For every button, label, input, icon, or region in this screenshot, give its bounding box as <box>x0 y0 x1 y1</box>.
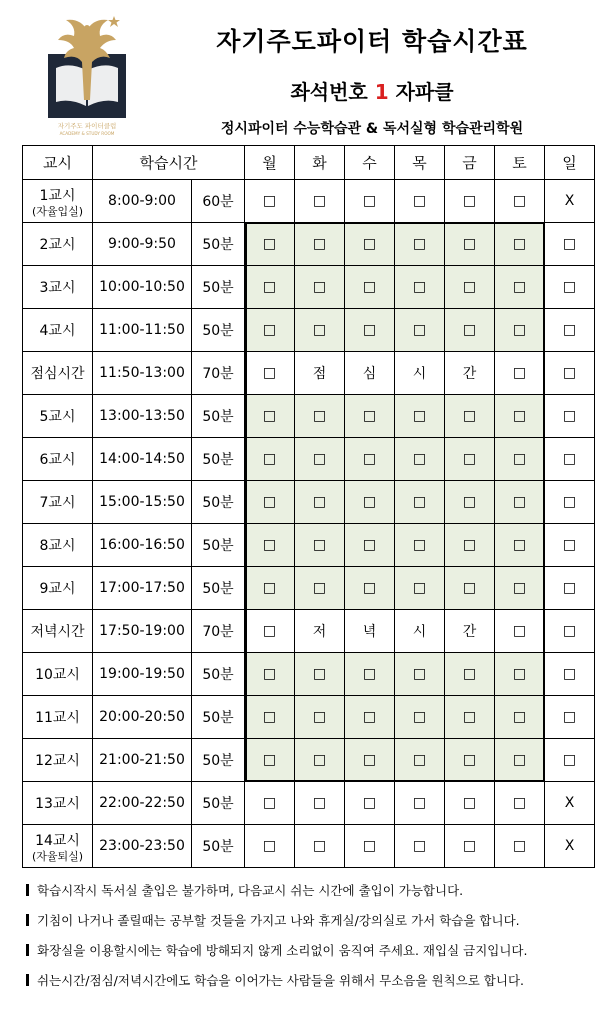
day-check-cell: 간 <box>445 352 495 395</box>
table-row <box>23 696 595 739</box>
day-check-cell[interactable]: □ <box>545 266 595 309</box>
period-cell <box>23 567 93 610</box>
bullet-bar-icon <box>26 974 29 986</box>
table-row <box>23 481 595 524</box>
period-cell <box>23 309 93 352</box>
schedule-table <box>22 145 595 868</box>
day-check-cell[interactable]: □ <box>245 352 295 395</box>
logo-text: 자기주도 파이터클럽 <box>57 122 117 130</box>
day-check-cell[interactable]: □ <box>245 180 295 223</box>
duration-cell: 50분 <box>192 266 245 309</box>
day-check-cell[interactable]: □ <box>345 782 395 825</box>
day-check-cell: X <box>545 180 595 223</box>
time-range-cell: 17:00-17:50 <box>93 567 192 610</box>
day-header-mon: 월 <box>245 146 295 180</box>
day-check-cell[interactable]: □ <box>345 309 395 352</box>
day-check-cell[interactable]: □ <box>245 610 295 653</box>
day-check-cell[interactable]: □ <box>395 782 445 825</box>
seat-prefix: 좌석번호 <box>290 80 368 104</box>
day-check-cell[interactable]: □ <box>345 567 395 610</box>
duration-cell: 50분 <box>192 481 245 524</box>
day-check-cell[interactable]: □ <box>295 438 345 481</box>
period-cell <box>23 653 93 696</box>
period-cell <box>23 610 93 653</box>
bullet-bar-icon <box>26 884 29 896</box>
day-header-fri: 금 <box>445 146 495 180</box>
table-row <box>23 352 595 395</box>
day-check-cell[interactable]: □ <box>245 266 295 309</box>
day-check-cell[interactable]: □ <box>395 180 445 223</box>
time-range-cell: 23:00-23:50 <box>93 825 192 868</box>
day-check-cell[interactable]: □ <box>495 266 545 309</box>
day-check-cell: X <box>545 825 595 868</box>
time-range-cell: 11:00-11:50 <box>93 309 192 352</box>
day-check-cell[interactable]: □ <box>545 352 595 395</box>
day-check-cell: 간 <box>445 610 495 653</box>
day-header-wed: 수 <box>345 146 395 180</box>
table-row <box>23 610 595 653</box>
day-check-cell[interactable]: □ <box>245 223 295 266</box>
period-header: 교시 <box>23 146 93 180</box>
note-text: 화장실을 이용할시에는 학습에 방해되지 않게 소리없이 움직여 주세요. 재입실 금지입니다. <box>37 943 528 958</box>
time-range-cell: 17:50-19:00 <box>93 610 192 653</box>
period-cell <box>23 223 93 266</box>
day-check-cell[interactable]: □ <box>545 481 595 524</box>
day-check-cell[interactable]: □ <box>295 481 345 524</box>
day-check-cell[interactable]: □ <box>245 782 295 825</box>
day-header-sat: 토 <box>495 146 545 180</box>
period-cell <box>23 266 93 309</box>
day-check-cell[interactable]: □ <box>395 438 445 481</box>
day-check-cell[interactable]: □ <box>445 739 495 782</box>
period-cell <box>23 180 93 223</box>
day-check-cell[interactable]: □ <box>495 567 545 610</box>
duration-cell: 50분 <box>192 438 245 481</box>
day-check-cell[interactable]: □ <box>545 653 595 696</box>
day-check-cell[interactable]: □ <box>295 309 345 352</box>
day-check-cell[interactable]: □ <box>445 782 495 825</box>
day-check-cell[interactable]: □ <box>545 524 595 567</box>
duration-cell: 50분 <box>192 696 245 739</box>
day-check-cell[interactable]: □ <box>545 309 595 352</box>
day-check-cell[interactable]: □ <box>445 524 495 567</box>
period-cell <box>23 481 93 524</box>
duration-cell: 50분 <box>192 739 245 782</box>
period-label: 10교시 <box>35 667 80 683</box>
day-check-cell[interactable]: □ <box>395 739 445 782</box>
day-check-cell: 점 <box>295 352 345 395</box>
period-cell <box>23 395 93 438</box>
day-check-cell[interactable]: □ <box>395 524 445 567</box>
day-check-cell[interactable]: □ <box>245 438 295 481</box>
period-label: 13교시 <box>35 796 80 812</box>
day-check-cell[interactable]: □ <box>295 266 345 309</box>
day-check-cell[interactable]: □ <box>345 438 395 481</box>
duration-cell: 50분 <box>192 567 245 610</box>
period-label: 8교시 <box>39 538 76 554</box>
day-check-cell[interactable]: □ <box>445 223 495 266</box>
day-check-cell[interactable]: □ <box>545 739 595 782</box>
day-check-cell[interactable]: □ <box>395 223 445 266</box>
note-text: 쉬는시간/점심/저녁시간에도 학습을 이어가는 사람들을 위해서 무소음을 원칙으로 합니다. <box>37 973 524 988</box>
table-row <box>23 782 595 825</box>
day-header-sun: 일 <box>545 146 595 180</box>
day-check-cell[interactable]: □ <box>495 653 545 696</box>
period-label: 9교시 <box>39 581 76 597</box>
day-check-cell[interactable]: □ <box>245 696 295 739</box>
day-check-cell[interactable]: □ <box>245 481 295 524</box>
day-check-cell[interactable]: □ <box>445 180 495 223</box>
day-check-cell: 저 <box>295 610 345 653</box>
period-cell <box>23 696 93 739</box>
day-check-cell[interactable]: □ <box>295 395 345 438</box>
day-check-cell[interactable]: □ <box>495 524 545 567</box>
academy-logo <box>44 10 130 136</box>
day-check-cell[interactable]: □ <box>495 481 545 524</box>
period-label: 14교시 <box>35 832 80 849</box>
page-title: 자기주도파이터 학습시간표 <box>216 27 528 56</box>
day-check-cell[interactable]: □ <box>395 481 445 524</box>
day-check-cell[interactable]: □ <box>495 438 545 481</box>
logo-subtext: ACADEMY & STUDY ROOM <box>59 131 115 136</box>
day-check-cell[interactable]: □ <box>395 309 445 352</box>
time-range-cell: 9:00-9:50 <box>93 223 192 266</box>
day-check-cell[interactable]: □ <box>395 266 445 309</box>
time-range-cell: 10:00-10:50 <box>93 266 192 309</box>
period-label: 저녁시간 <box>30 624 85 640</box>
time-range-cell: 21:00-21:50 <box>93 739 192 782</box>
table-row <box>23 825 595 868</box>
day-check-cell[interactable]: □ <box>445 438 495 481</box>
day-check-cell[interactable]: □ <box>345 481 395 524</box>
notes-list <box>26 880 606 1000</box>
day-check-cell[interactable]: □ <box>295 223 345 266</box>
period-cell <box>23 352 93 395</box>
duration-cell: 50분 <box>192 782 245 825</box>
day-check-cell[interactable]: □ <box>345 524 395 567</box>
day-check-cell[interactable]: □ <box>495 395 545 438</box>
day-check-cell[interactable]: □ <box>445 825 495 868</box>
day-check-cell[interactable]: □ <box>445 481 495 524</box>
day-check-cell[interactable]: □ <box>345 696 395 739</box>
day-check-cell[interactable]: □ <box>545 696 595 739</box>
day-check-cell[interactable]: □ <box>345 825 395 868</box>
day-check-cell[interactable]: □ <box>295 524 345 567</box>
day-check-cell[interactable]: □ <box>345 223 395 266</box>
day-check-cell[interactable]: □ <box>345 739 395 782</box>
day-check-cell[interactable]: □ <box>445 696 495 739</box>
day-check-cell[interactable]: □ <box>395 567 445 610</box>
day-check-cell[interactable]: □ <box>245 739 295 782</box>
time-range-cell: 11:50-13:00 <box>93 352 192 395</box>
period-cell <box>23 782 93 825</box>
time-range-cell: 22:00-22:50 <box>93 782 192 825</box>
day-check-cell[interactable]: □ <box>245 309 295 352</box>
day-check-cell[interactable]: □ <box>295 180 345 223</box>
duration-cell: 50분 <box>192 309 245 352</box>
duration-cell: 50분 <box>192 395 245 438</box>
day-check-cell[interactable]: □ <box>245 395 295 438</box>
period-cell <box>23 438 93 481</box>
table-row <box>23 524 595 567</box>
table-row <box>23 438 595 481</box>
day-check-cell[interactable]: □ <box>495 825 545 868</box>
day-check-cell[interactable]: □ <box>395 825 445 868</box>
note-item <box>26 880 606 910</box>
duration-cell: 50분 <box>192 825 245 868</box>
period-cell <box>23 825 93 868</box>
time-range-cell: 8:00-9:00 <box>93 180 192 223</box>
duration-cell: 70분 <box>192 610 245 653</box>
table-row <box>23 266 595 309</box>
day-check-cell[interactable]: □ <box>495 309 545 352</box>
time-range-cell: 13:00-13:50 <box>93 395 192 438</box>
table-row <box>23 180 595 223</box>
bullet-bar-icon <box>26 914 29 926</box>
note-item <box>26 910 606 940</box>
day-check-cell[interactable]: □ <box>495 696 545 739</box>
day-check-cell[interactable]: □ <box>245 567 295 610</box>
day-check-cell[interactable]: □ <box>245 524 295 567</box>
table-row <box>23 739 595 782</box>
period-label: 7교시 <box>39 495 76 511</box>
period-cell <box>23 524 93 567</box>
day-check-cell[interactable]: □ <box>495 739 545 782</box>
day-check-cell[interactable]: □ <box>295 567 345 610</box>
time-range-cell: 15:00-15:50 <box>93 481 192 524</box>
time-range-cell: 16:00-16:50 <box>93 524 192 567</box>
day-check-cell: 심 <box>345 352 395 395</box>
period-label: 1교시 <box>39 187 76 204</box>
period-label: 11교시 <box>35 710 80 726</box>
day-header-tue: 화 <box>295 146 345 180</box>
day-check-cell: 녁 <box>345 610 395 653</box>
seat-name: 자파클 <box>395 80 454 104</box>
seat-number: 1 <box>374 80 389 104</box>
day-check-cell[interactable]: □ <box>345 653 395 696</box>
header-row <box>23 146 595 180</box>
day-check-cell[interactable]: □ <box>245 653 295 696</box>
period-label: 점심시간 <box>30 366 85 382</box>
day-check-cell[interactable]: □ <box>395 395 445 438</box>
day-check-cell[interactable]: □ <box>445 567 495 610</box>
period-label: 12교시 <box>35 753 80 769</box>
day-check-cell[interactable]: □ <box>395 653 445 696</box>
time-header: 학습시간 <box>93 146 245 180</box>
duration-cell: 70분 <box>192 352 245 395</box>
duration-cell: 50분 <box>192 653 245 696</box>
period-note: (자율입실) <box>31 204 84 218</box>
table-row <box>23 567 595 610</box>
day-check-cell[interactable]: □ <box>545 395 595 438</box>
day-check-cell[interactable]: □ <box>445 395 495 438</box>
duration-cell: 60분 <box>192 180 245 223</box>
day-check-cell[interactable]: □ <box>495 782 545 825</box>
day-check-cell[interactable]: □ <box>445 266 495 309</box>
period-cell <box>23 739 93 782</box>
note-text: 학습시작시 독서실 출입은 불가하며, 다음교시 쉬는 시간에 출입이 가능합니다. <box>37 883 464 898</box>
day-check-cell[interactable]: □ <box>495 352 545 395</box>
day-check-cell[interactable]: □ <box>495 223 545 266</box>
period-label: 2교시 <box>39 237 76 253</box>
day-header-thu: 목 <box>395 146 445 180</box>
day-check-cell[interactable]: □ <box>495 180 545 223</box>
day-check-cell[interactable]: □ <box>495 610 545 653</box>
note-item <box>26 970 606 1000</box>
table-row <box>23 223 595 266</box>
duration-cell: 50분 <box>192 524 245 567</box>
bullet-bar-icon <box>26 944 29 956</box>
day-check-cell: 시 <box>395 352 445 395</box>
day-check-cell[interactable]: □ <box>345 266 395 309</box>
period-label: 5교시 <box>39 409 76 425</box>
time-range-cell: 19:00-19:50 <box>93 653 192 696</box>
day-check-cell[interactable]: □ <box>545 223 595 266</box>
table-row <box>23 309 595 352</box>
day-check-cell[interactable]: □ <box>295 782 345 825</box>
period-label: 6교시 <box>39 452 76 468</box>
day-check-cell[interactable]: □ <box>395 696 445 739</box>
table-row <box>23 395 595 438</box>
day-check-cell[interactable]: □ <box>545 438 595 481</box>
day-check-cell[interactable]: □ <box>295 653 345 696</box>
table-row <box>23 653 595 696</box>
day-check-cell[interactable]: □ <box>445 309 495 352</box>
time-range-cell: 14:00-14:50 <box>93 438 192 481</box>
day-check-cell[interactable]: □ <box>245 825 295 868</box>
seat-line <box>130 76 614 105</box>
note-item <box>26 940 606 970</box>
day-check-cell: 시 <box>395 610 445 653</box>
day-check-cell[interactable]: □ <box>545 610 595 653</box>
period-label: 4교시 <box>39 323 76 339</box>
day-check-cell[interactable]: □ <box>445 653 495 696</box>
day-check-cell[interactable]: □ <box>345 395 395 438</box>
note-text: 기침이 나거나 졸릴때는 공부할 것들을 가지고 나와 휴게실/강의실로 가서 학습을 합니다. <box>37 913 520 928</box>
day-check-cell: X <box>545 782 595 825</box>
day-check-cell[interactable]: □ <box>295 739 345 782</box>
day-check-cell[interactable]: □ <box>545 567 595 610</box>
period-label: 3교시 <box>39 280 76 296</box>
duration-cell: 50분 <box>192 223 245 266</box>
day-check-cell[interactable]: □ <box>345 180 395 223</box>
day-check-cell[interactable]: □ <box>295 696 345 739</box>
time-range-cell: 20:00-20:50 <box>93 696 192 739</box>
period-note: (자율퇴실) <box>31 849 84 863</box>
subtitle: 정시파이터 수능학습관 & 독서실형 학습관리학원 <box>220 121 524 137</box>
day-check-cell[interactable]: □ <box>295 825 345 868</box>
